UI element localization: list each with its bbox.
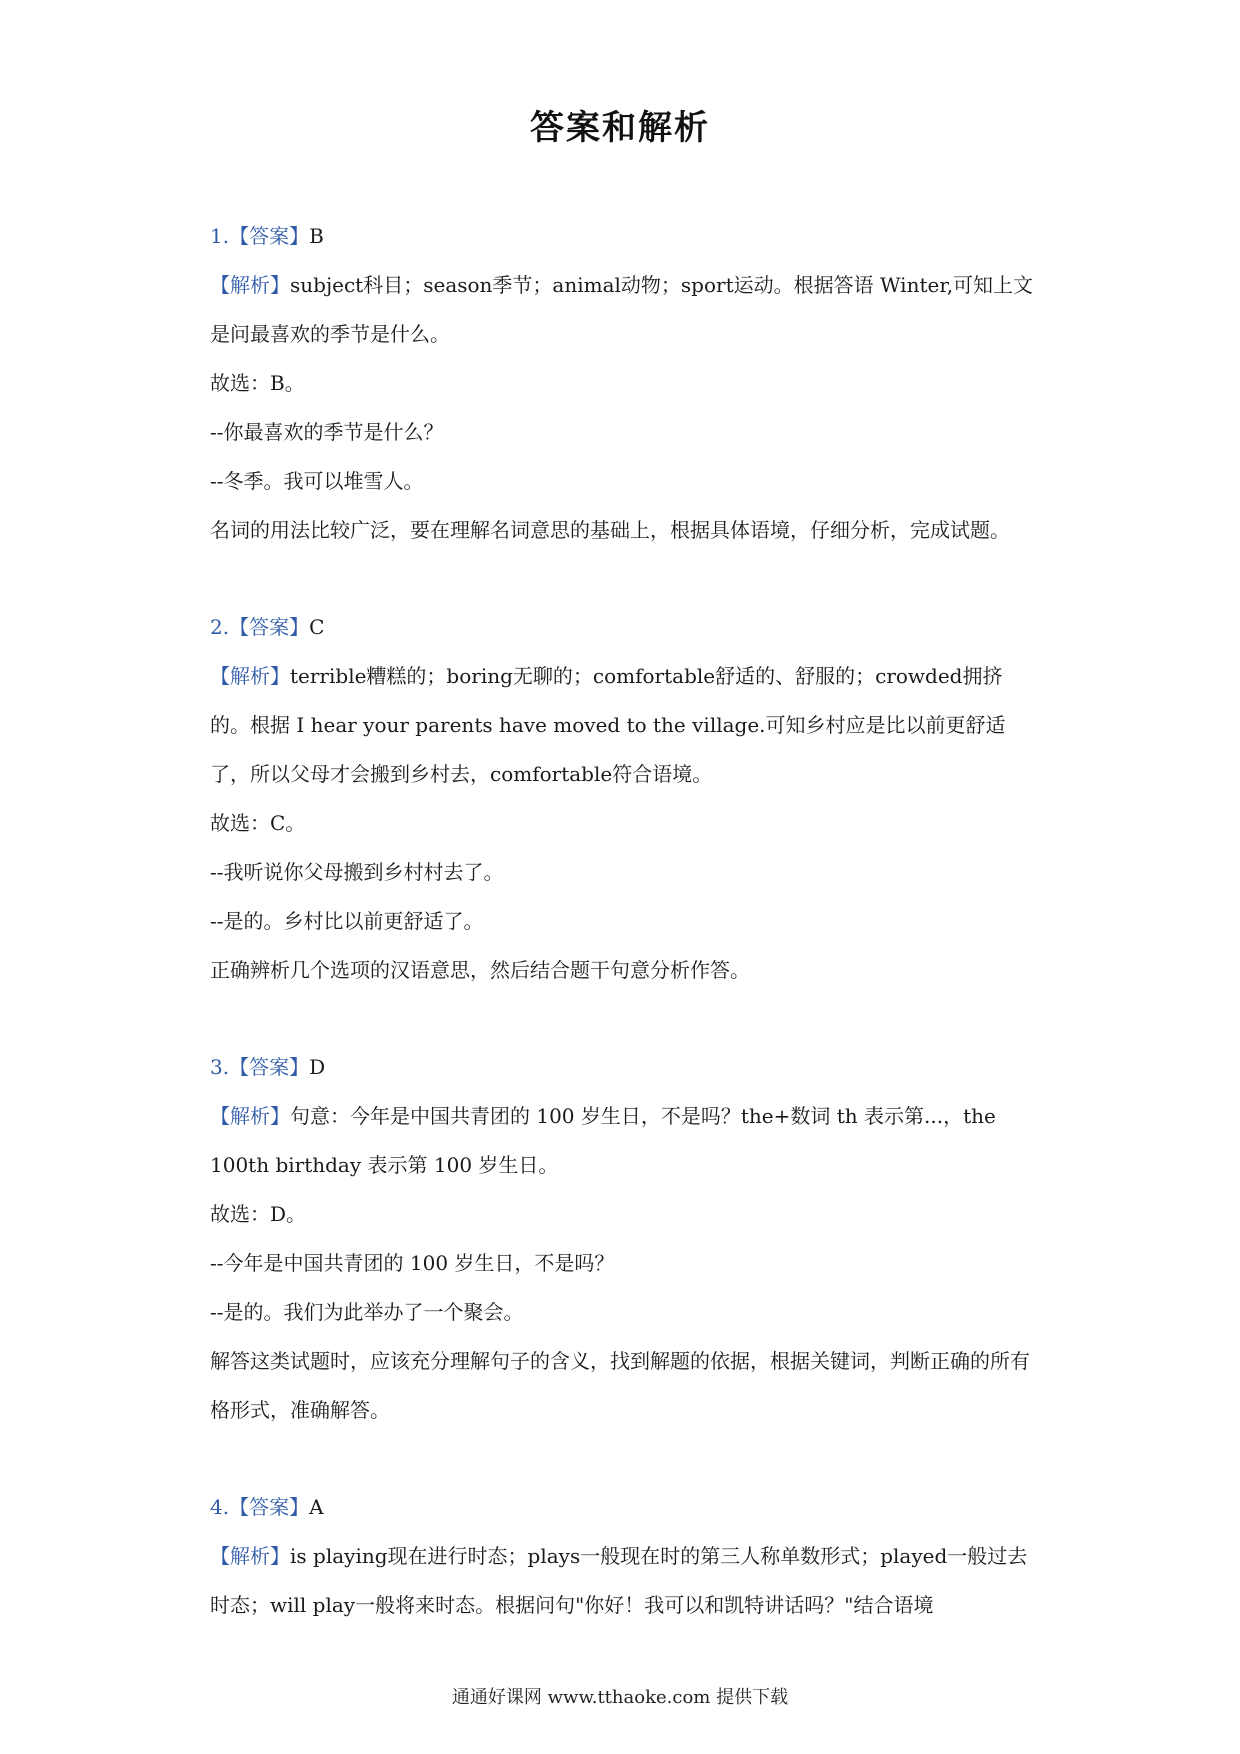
choice-line: 故选：D。	[210, 1202, 307, 1226]
answer-value: A	[309, 1495, 324, 1519]
question-number: 3.	[210, 1055, 230, 1079]
choice-line: 故选：C。	[210, 811, 306, 835]
analysis-text: subject科目；season季节；animal动物；sport运动。根据答语 Winter,可知上文是问最喜欢的季节是什么。	[210, 273, 1034, 346]
comment-paragraph: 解答这类试题时，应该充分理解句子的含义，找到解题的依据，根据关键词，判断正确的所有格形式，准确解答。	[210, 1349, 1030, 1422]
question-number: 1.	[210, 224, 230, 248]
question-block-4	[210, 1483, 1040, 1630]
dialogue-line: --是的。乡村比以前更舒适了。	[210, 909, 484, 933]
analysis-tag: 【解析】	[210, 1544, 290, 1568]
analysis-tag: 【解析】	[210, 1104, 290, 1128]
answer-line	[210, 212, 1040, 261]
dialogue-line: --冬季。我可以堆雪人。	[210, 469, 424, 493]
analysis-paragraph	[210, 261, 1040, 359]
comment-paragraph: 名词的用法比较广泛，要在理解名词意思的基础上，根据具体语境，仔细分析，完成试题。	[210, 518, 1010, 542]
analysis-tag: 【解析】	[210, 664, 290, 688]
answer-list	[210, 212, 1040, 1678]
answer-line	[210, 1483, 1040, 1532]
answer-value: C	[309, 615, 325, 639]
choice-line: 故选：B。	[210, 371, 305, 395]
answer-tag: 【答案】	[229, 224, 310, 248]
dialogue-line: --是的。我们为此举办了一个聚会。	[210, 1300, 524, 1324]
answer-tag: 【答案】	[229, 1055, 310, 1079]
analysis-tag: 【解析】	[210, 273, 290, 297]
dialogue-line: --我听说你父母搬到乡村村去了。	[210, 860, 504, 884]
comment-paragraph: 正确辨析几个选项的汉语意思，然后结合题干句意分析作答。	[210, 958, 750, 982]
answer-line	[210, 1043, 1040, 1092]
page-footer: 通通好课网 www.tthaoke.com 提供下载	[451, 1687, 789, 1708]
answer-tag: 【答案】	[229, 615, 310, 639]
analysis-text: terrible糟糕的；boring无聊的；comfortable舒适的、舒服的；crowded拥挤的。根据 I hear your parents have moved to the village.可知乡村应是比以前更舒适了，所以父母才会搬到乡村去，comfortable符合语境。	[210, 664, 1006, 786]
answer-value: B	[309, 224, 324, 248]
question-number: 4.	[210, 1495, 230, 1519]
analysis-text: 句意：今年是中国共青团的 100 岁生日，不是吗？the+数词 th 表示第...，the 100th birthday 表示第 100 岁生日。	[210, 1104, 996, 1177]
dialogue-line: --你最喜欢的季节是什么？	[210, 420, 444, 444]
analysis-paragraph	[210, 652, 1040, 799]
question-block-1	[210, 212, 1040, 555]
page-title: 答案和解析	[530, 108, 710, 148]
question-number: 2.	[210, 615, 230, 639]
answer-value: D	[309, 1055, 326, 1079]
analysis-paragraph	[210, 1532, 1040, 1630]
analysis-text: is playing现在进行时态；plays一般现在时的第三人称单数形式；played一般过去时态；will play一般将来时态。根据问句"你好！我可以和凯特讲话吗？"结合语境	[210, 1544, 1028, 1617]
question-block-3	[210, 1043, 1040, 1435]
answer-tag: 【答案】	[229, 1495, 310, 1519]
dialogue-line: --今年是中国共青团的 100 岁生日，不是吗？	[210, 1251, 615, 1275]
analysis-paragraph	[210, 1092, 1040, 1190]
answer-line	[210, 603, 1040, 652]
question-block-2	[210, 603, 1040, 995]
